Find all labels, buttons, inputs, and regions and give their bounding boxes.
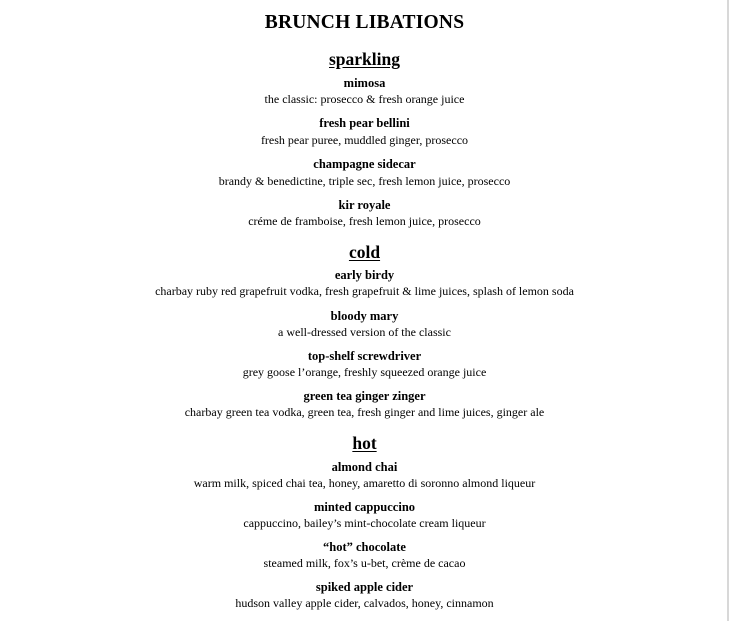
item-description-spiked-apple-cider: hudson valley apple cider, calvados, honey, cinnamon [235, 596, 494, 610]
item-name-top-shelf-screwdriver: top-shelf screwdriver [307, 349, 422, 363]
item-name-early-birdy: early birdy [334, 268, 395, 282]
menu-title: BRUNCH LIBATIONS [264, 12, 465, 33]
item-description-top-shelf-screwdriver: grey goose l’orange, freshly squeezed orange juice [242, 365, 487, 379]
item-name-hot-chocolate: “hot” chocolate [323, 540, 406, 554]
item-name-kir-royale: kir royale [338, 198, 391, 212]
item-name-minted-cappuccino: minted cappuccino [313, 500, 416, 514]
item-name-almond-chai: almond chai [331, 460, 398, 474]
item-name-spiked-apple-cider: spiked apple cider [315, 580, 414, 594]
item-name-champagne-sidecar: champagne sidecar [313, 157, 416, 171]
item-description-mimosa: the classic: prosecco & fresh orange juice [264, 92, 465, 106]
item-name-green-tea-ginger-zinger: green tea ginger zinger [303, 389, 426, 403]
item-description-green-tea-ginger-zinger: charbay green tea vodka, green tea, fresh ginger and lime juices, ginger ale [184, 405, 545, 419]
item-description-hot-chocolate: steamed milk, fox’s u-bet, crème de cacao [263, 556, 466, 570]
item-description-champagne-sidecar: brandy & benedictine, triple sec, fresh lemon juice, prosecco [218, 174, 511, 188]
item-name-bloody-mary: bloody mary [330, 309, 399, 323]
item-description-early-birdy: charbay ruby red grapefruit vodka, fresh grapefruit & lime juices, splash of lemon soda [155, 284, 574, 298]
item-description-kir-royale: créme de framboise, fresh lemon juice, prosecco [248, 214, 481, 228]
section-heading-cold: cold [348, 242, 381, 262]
item-name-mimosa: mimosa [343, 76, 386, 90]
section-heading-hot: hot [352, 433, 377, 453]
item-description-minted-cappuccino: cappuccino, bailey’s mint-chocolate cream liqueur [243, 516, 486, 530]
item-description-bloody-mary: a well-dressed version of the classic [278, 325, 451, 339]
item-description-almond-chai: warm milk, spiced chai tea, honey, amaretto di soronno almond liqueur [193, 476, 536, 490]
item-name-fresh-pear-bellini: fresh pear bellini [319, 116, 410, 130]
section-heading-sparkling: sparkling [329, 49, 400, 69]
item-description-fresh-pear-bellini: fresh pear puree, muddled ginger, prosecco [260, 133, 469, 147]
